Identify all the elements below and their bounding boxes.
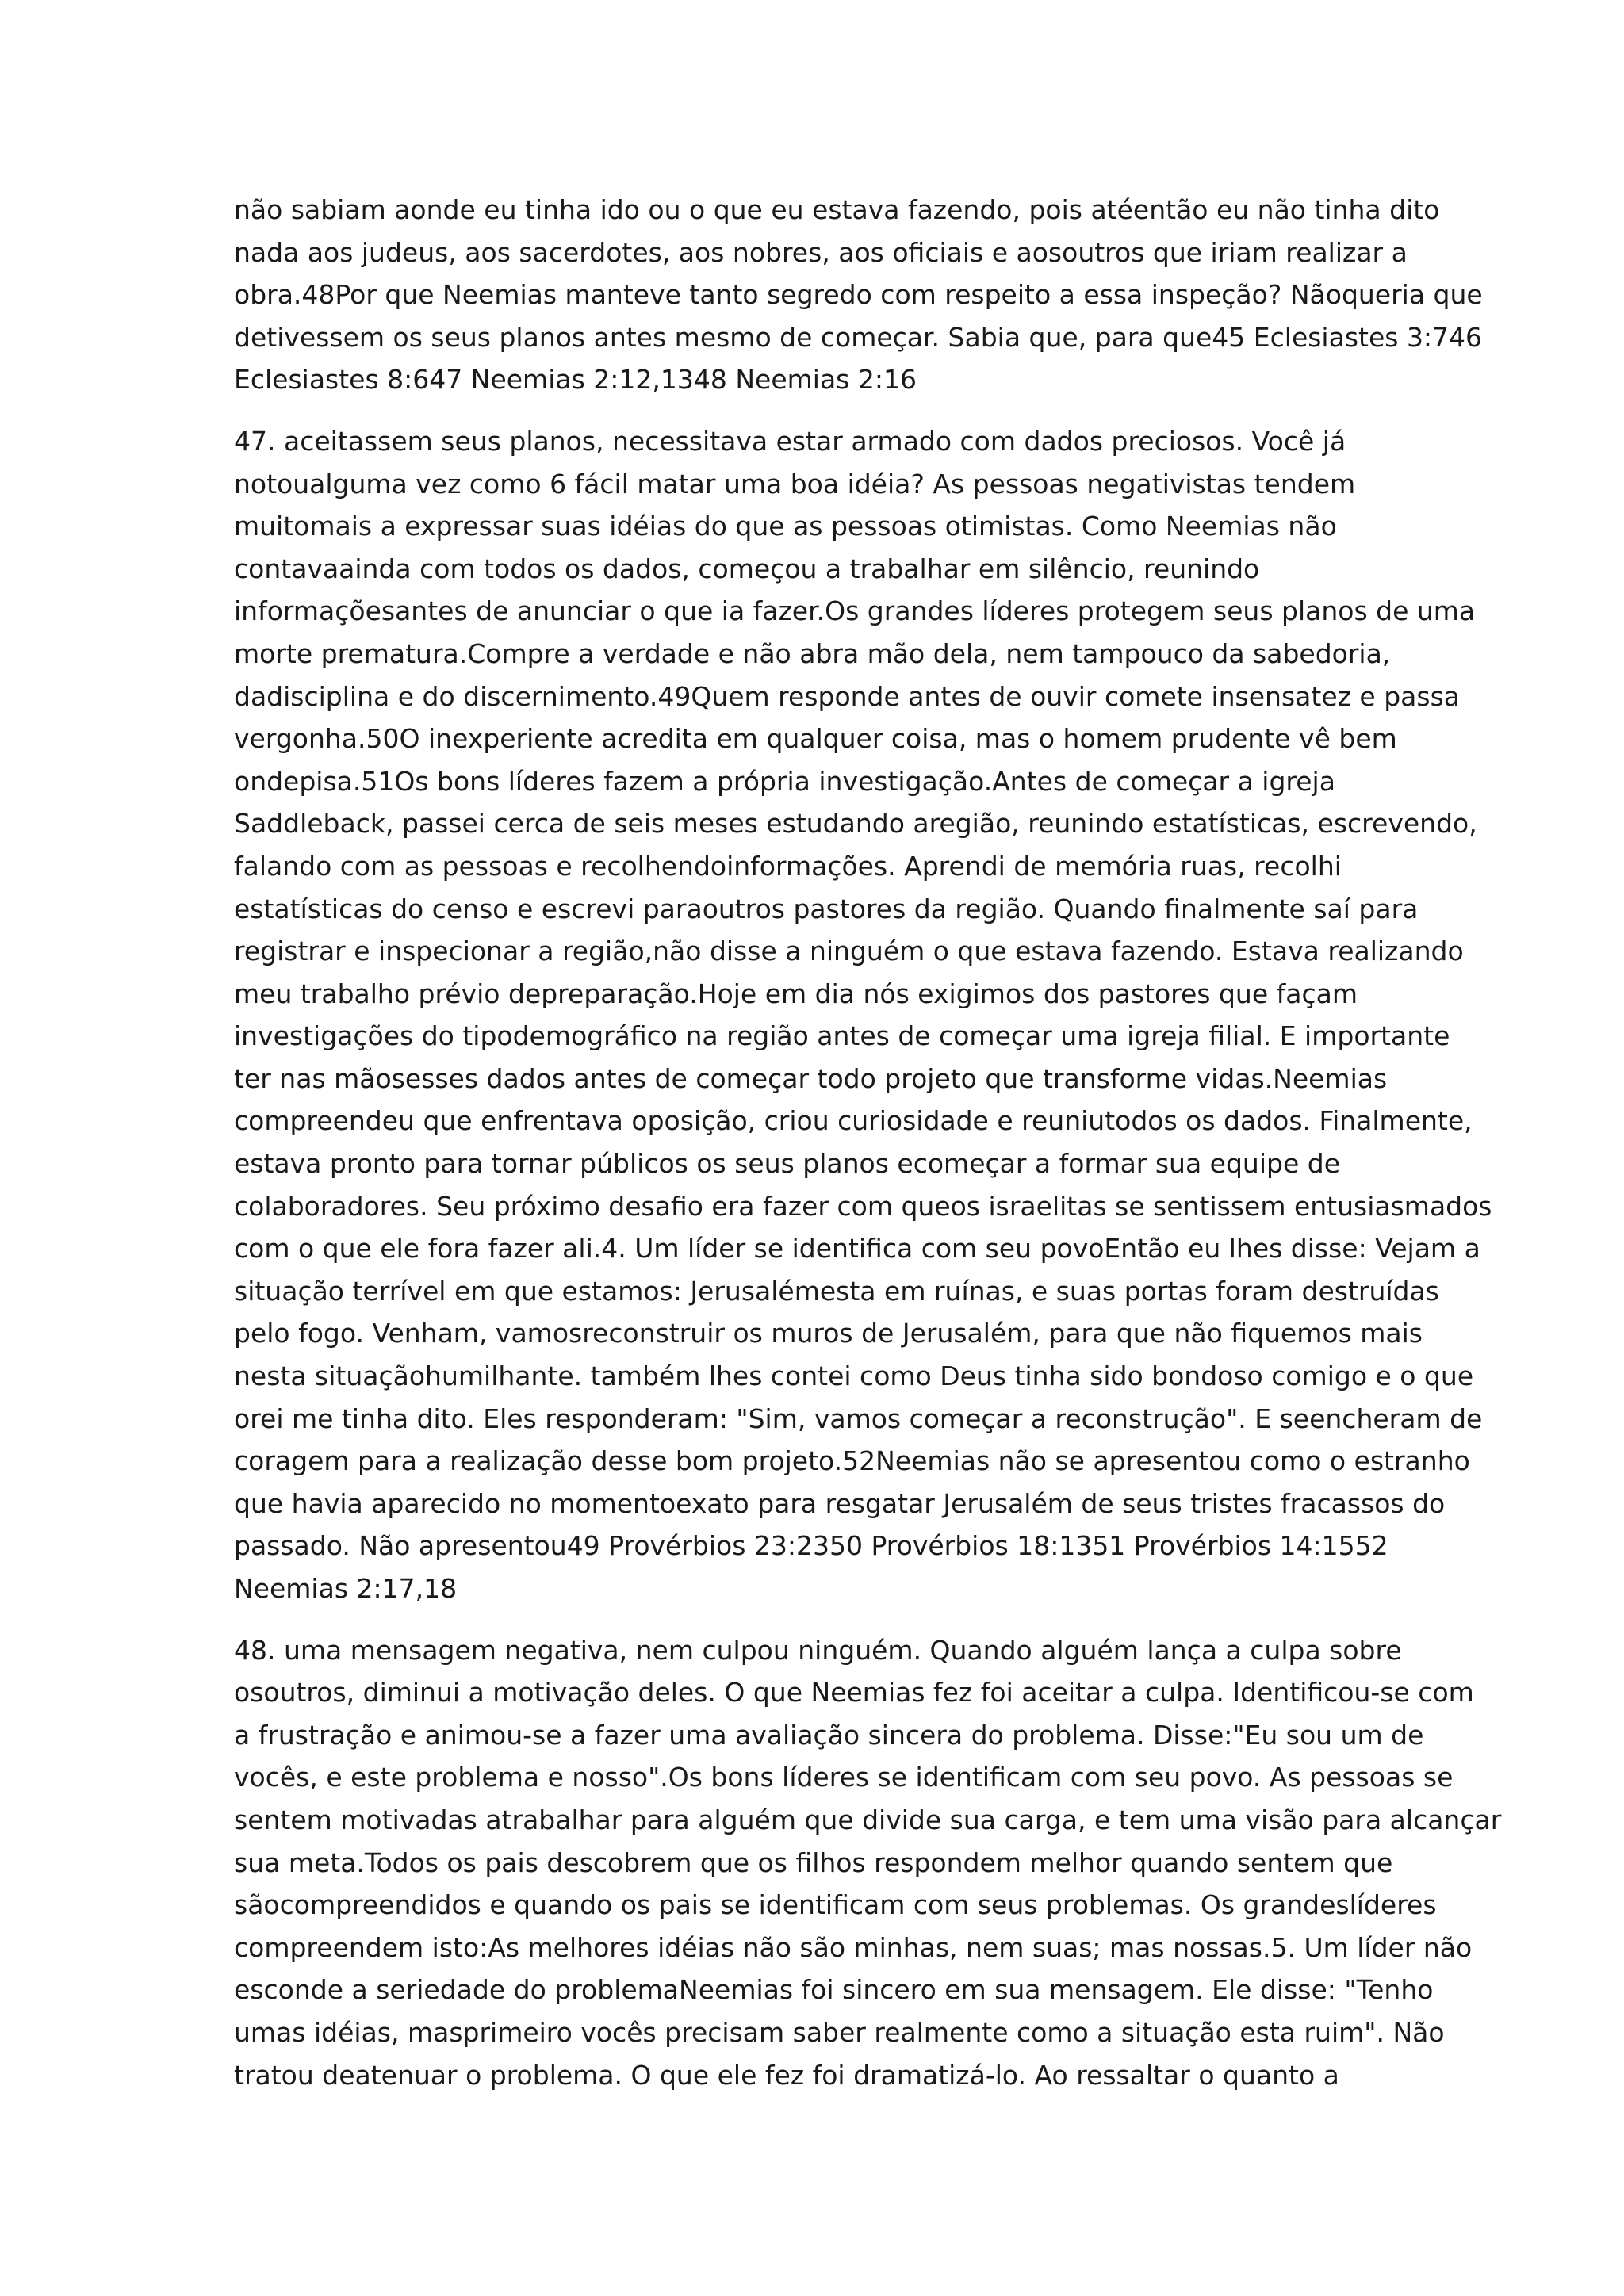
text-line: compreendeu que enfrentava oposição, criou curiosidade e reuniutodos os dados. Finalmente, (234, 1105, 1473, 1137)
text-line: contavaainda com todos os dados, começou a trabalhar em silêncio, reunindo (234, 553, 1260, 584)
text-line: sãocompreendidos e quando os pais se identificam com seus problemas. Os grandeslíderes (234, 1889, 1437, 1921)
text-line: estatísticas do censo e escrevi paraoutros pastores da região. Quando finalmente saí para (234, 893, 1419, 924)
text-line: tratou deatenuar o problema. O que ele fez foi dramatizá-lo. Ao ressaltar o quanto a (234, 2059, 1339, 2091)
text-line: meu trabalho prévio depreparação.Hoje em dia nós exigimos dos pastores que façam (234, 978, 1358, 1009)
text-line: passado. Não apresentou49 Provérbios 23:2350 Provérbios 18:1351 Provérbios 14:1552 (234, 1530, 1388, 1562)
text-line: falando com as pessoas e recolhendoinformações. Aprendi de memória ruas, recolhi (234, 850, 1342, 882)
text-line: compreendem isto:As melhores idéias não são minhas, nem suas; mas nossas.5. Um líder não (234, 1931, 1473, 1963)
text-line: 47. aceitassem seus planos, necessitava estar armado com dados preciosos. Você já (234, 425, 1346, 457)
text-line: que havia aparecido no momentoexato para resgatar Jerusalém de seus tristes fracassos do (234, 1487, 1446, 1519)
text-line: dadisciplina e do discernimento.49Quem responde antes de ouvir comete insensatez e passa (234, 680, 1461, 712)
paragraph (234, 189, 1483, 401)
text-line: estava pronto para tornar públicos os seus planos ecomeçar a formar sua equipe de (234, 1148, 1341, 1180)
text-line: registrar e inspecionar a região,não disse a ninguém o que estava fazendo. Estava realizando (234, 936, 1464, 967)
text-line: pelo fogo. Venham, vamosreconstruir os muros de Jerusalém, para que não fiquemos mais (234, 1318, 1423, 1349)
text-line: obra.48Por que Neemias manteve tanto segredo com respeito a essa inspeção? Nãoqueria que (234, 279, 1483, 311)
text-line: coragem para a realização desse bom projeto.52Neemias não se apresentou como o estranho (234, 1445, 1470, 1477)
paragraph (234, 420, 1492, 1610)
text-line: informaçõesantes de anunciar o que ia fazer.Os grandes líderes protegem seus planos de uma (234, 595, 1476, 627)
text-line: notoualguma vez como 6 fácil matar uma boa idéia? As pessoas negativistas tendem (234, 468, 1356, 499)
text-line: morte prematura.Compre a verdade e não abra mão dela, nem tampouco da sabedoria, (234, 637, 1391, 669)
text-line: vocês, e este problema e nosso".Os bons líderes se identificam com seu povo. As pessoas se (234, 1762, 1454, 1793)
text-line: vergonha.50O inexperiente acredita em qualquer coisa, mas o homem prudente vê bem (234, 723, 1397, 755)
text-line: nada aos judeus, aos sacerdotes, aos nobres, aos oficiais e aosoutros que iriam realizar a (234, 236, 1408, 268)
text-line: osoutros, diminui a motivação deles. O que Neemias fez foi aceitar a culpa. Identificou-se com (234, 1677, 1474, 1709)
text-line: detivessem os seus planos antes mesmo de começar. Sabia que, para que45 Eclesiastes 3:746 (234, 321, 1483, 353)
text-line: esconde a seriedade do problemaNeemias foi sincero em sua mensagem. Ele disse: "Tenho (234, 1974, 1434, 2006)
text-line: ondepisa.51Os bons líderes fazem a própria investigação.Antes de começar a igreja (234, 765, 1335, 797)
text-line: 48. uma mensagem negativa, nem culpou ninguém. Quando alguém lança a culpa sobre (234, 1634, 1402, 1666)
text-line: a frustração e animou-se a fazer uma avaliação sincera do problema. Disse:"Eu sou um de (234, 1719, 1424, 1751)
text-line: ter nas mãosesses dados antes de começar todo projeto que transforme vidas.Neemias (234, 1062, 1388, 1094)
text-line: Neemias 2:17,18 (234, 1573, 458, 1604)
text-line: investigações do tipodemográfico na região antes de começar uma igreja filial. E importante (234, 1020, 1450, 1052)
text-line: não sabiam aonde eu tinha ido ou o que eu estava fazendo, pois atéentão eu não tinha dito (234, 194, 1440, 225)
text-line: sentem motivadas atrabalhar para alguém que divide sua carga, e tem uma visão para alcançar (234, 1804, 1502, 1835)
text-line: orei me tinha dito. Eles responderam: "Sim, vamos começar a reconstrução". E seencheram de (234, 1402, 1483, 1434)
text-line: nesta situaçãohumilhante. também lhes contei como Deus tinha sido bondoso comigo e o que (234, 1360, 1474, 1392)
paragraph (234, 1629, 1502, 2097)
text-line: Saddleback, passei cerca de seis meses estudando aregião, reunindo estatísticas, escrevendo, (234, 808, 1477, 840)
text-line: colaboradores. Seu próximo desafio era fazer com queos israelitas se sentissem entusiasmados (234, 1190, 1492, 1222)
document-page (234, 189, 1502, 2115)
text-line: muitomais a expressar suas idéias do que as pessoas otimistas. Como Neemias não (234, 511, 1337, 542)
text-line: sua meta.Todos os pais descobrem que os filhos respondem melhor quando sentem que (234, 1846, 1393, 1878)
text-line: com o que ele fora fazer ali.4. Um líder se identifica com seu povoEntão eu lhes disse: Vejam a (234, 1233, 1480, 1265)
text-line: Eclesiastes 8:647 Neemias 2:12,1348 Neemias 2:16 (234, 364, 917, 396)
text-line: situação terrível em que estamos: Jerusalémesta em ruínas, e suas portas foram destruídas (234, 1275, 1439, 1307)
text-line: umas idéias, masprimeiro vocês precisam saber realmente como a situação esta ruim". Não (234, 2016, 1445, 2048)
